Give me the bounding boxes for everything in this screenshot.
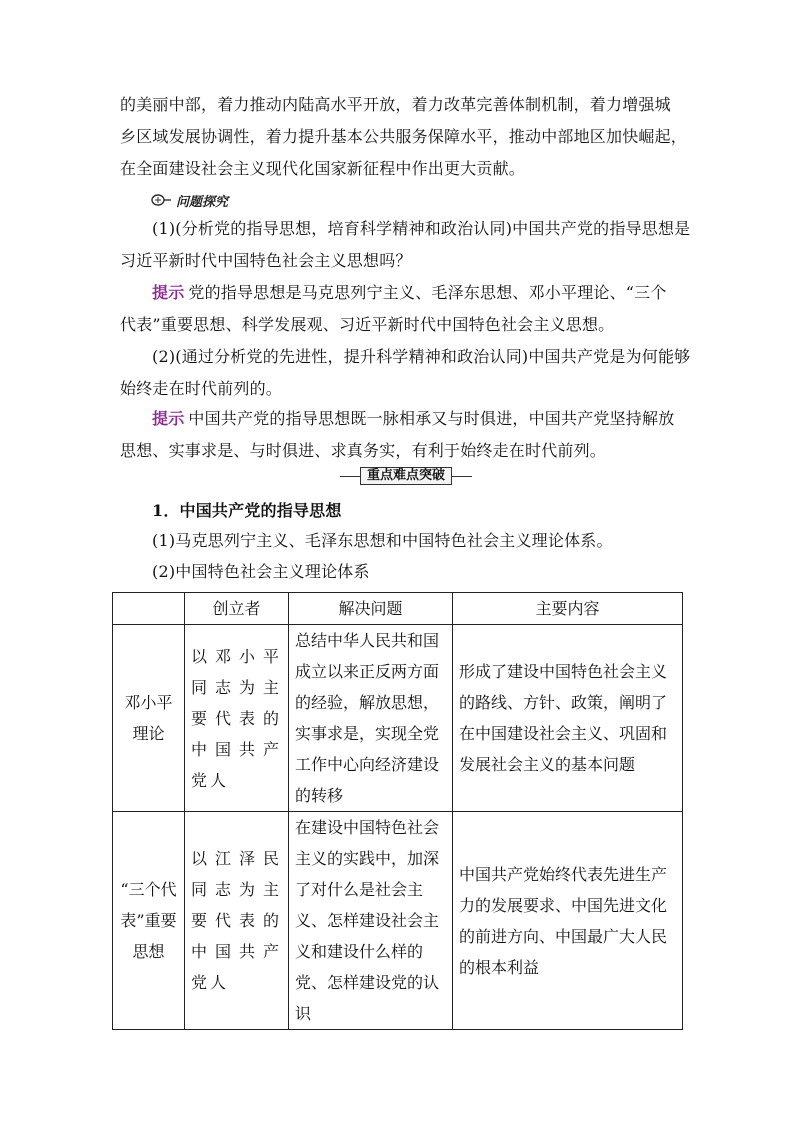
intro-line-3: 在全面建设社会主义现代化国家新征程中作出更大贡献。: [120, 159, 526, 178]
cell-founder: 以江泽民同志为主要代表的中国共产党人: [185, 812, 289, 1030]
banner-rule-left: [340, 476, 360, 477]
table-row: [113, 625, 683, 812]
cell-problem: 在建设中国特色社会主义的实践中，加深了对什么是社会主义、怎样建设社会主义和建设什么样的党、怎样建设党的认识: [289, 812, 453, 1030]
cell-problem: 总结中华人民共和国成立以来正反两方面的经验，解放思想，实事求是，实现全党工作中心向经济建设的转移: [289, 625, 453, 812]
cell-theory-name: “三个代表”重要思想: [113, 812, 185, 1030]
intro-line-2: 乡区域发展协调性，着力提升基本公共服务保障水平，推动中部地区加快崛起，: [120, 127, 688, 146]
cell-founder: 以邓小平同志为主要代表的中国共产党人: [185, 625, 289, 812]
cell-content: 形成了建设中国特色社会主义的路线、方针、政策，阐明了在中国建设社会主义、巩固和发展社会主义的基本问题: [453, 625, 683, 812]
theory-system-table: [112, 592, 683, 1030]
answer-1-line-1: [152, 282, 690, 304]
header-cell-content: 主要内容: [453, 593, 683, 625]
header-cell-blank: [113, 593, 185, 625]
table-row: [113, 812, 683, 1030]
section-1-heading: 1．中国共产党的指导思想: [152, 501, 342, 520]
intro-line-1: 的美丽中部，着力推动内陆高水平开放，着力改革完善体制机制，着力增强城: [120, 95, 671, 114]
hint-label: 提示: [152, 409, 185, 428]
answer-2-line-1: [152, 408, 690, 430]
banner-rule-right: [452, 476, 472, 477]
section-1-item-2: (2)中国特色社会主义理论体系: [152, 562, 370, 581]
answer-1-text: 党的指导思想是马克思列宁主义、毛泽东思想、邓小平理论、“三个: [188, 283, 667, 302]
header-cell-founder: 创立者: [185, 593, 289, 625]
lightbulb-icon: [150, 192, 172, 208]
section-1-item-1: (1)马克思列宁主义、毛泽东思想和中国特色社会主义理论体系。: [152, 531, 613, 550]
answer-2-text: 中国共产党的指导思想既一脉相承又与时俱进，中国共产党坚持解放: [188, 409, 675, 428]
question-explore-label: 问题探究: [176, 194, 229, 210]
question-1-line-1: (1)(分析党的指导思想，培育科学精神和政治认同)中国共产党的指导思想是: [152, 219, 691, 238]
hint-label: 提示: [152, 283, 185, 302]
table-header-row: [113, 593, 683, 625]
answer-1-line-2: 代表”重要思想、科学发展观、习近平新时代中国特色社会主义思想。: [120, 315, 615, 334]
question-1-line-2: 习近平新时代中国特色社会主义思想吗？: [120, 251, 412, 270]
cell-theory-name: 邓小平理论: [113, 625, 185, 812]
header-cell-problem: 解决问题: [289, 593, 453, 625]
question-explore-tag: [150, 189, 228, 211]
banner-title: 重点难点突破: [360, 467, 452, 485]
question-2-line-1: (2)(通过分析党的先进性，提升科学精神和政治认同)中国共产党是为何能够: [152, 347, 691, 366]
question-2-line-2: 始终走在时代前列的。: [120, 379, 283, 398]
key-points-banner: [340, 466, 472, 486]
answer-2-line-2: 思想、实事求是、与时俱进、求真务实，有利于始终走在时代前列。: [120, 441, 607, 460]
cell-content: 中国共产党始终代表先进生产力的发展要求、中国先进文化的前进方向、中国最广大人民的根本利益: [453, 812, 683, 1030]
